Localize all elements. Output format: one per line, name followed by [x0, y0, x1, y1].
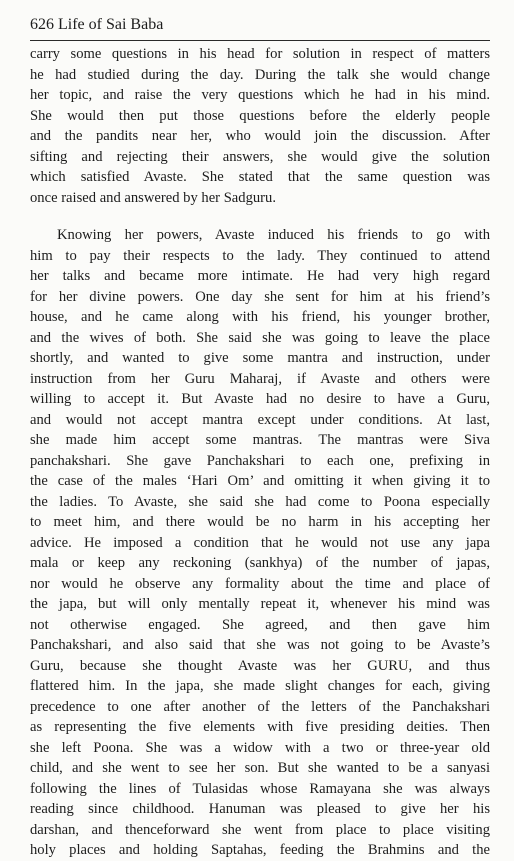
- text-line: which satisfied Avaste. She stated that the same question was: [30, 169, 490, 185]
- text-line: once raised and answered by her Sadguru.: [30, 189, 276, 206]
- text-line: mala or keep any reckoning (sankhya) of the number of japas,: [30, 555, 490, 571]
- text-line: shortly, and wanted to give some mantra and instruction, under: [30, 350, 490, 366]
- text-line: she left Poona. She was a widow with a two or three-year old: [30, 739, 490, 756]
- paragraph-2: [30, 225, 490, 861]
- body-text: [30, 44, 490, 861]
- text-line: the case of the males ‘Hari Om’ and omitting it when giving it to: [30, 473, 490, 489]
- text-line: carry some questions in his head for solution in respect of matters: [30, 46, 490, 62]
- text-line: nor would he observe any formality about the time and place of: [30, 575, 490, 592]
- text-line: as representing the five elements with five presiding deities. Then: [30, 719, 490, 735]
- text-line: She would then put those questions before the elderly people: [30, 107, 490, 124]
- text-line: Panchakshari, and also said that she was not going to be Avaste’s: [30, 637, 490, 653]
- text-line: her talks and became more intimate. He had very high regard: [30, 268, 490, 284]
- text-line: panchakshari. She gave Panchakshari to each one, prefixing in: [30, 452, 490, 469]
- text-line: flattered him. In the japa, she made slight changes for each, giving: [30, 678, 490, 694]
- text-line: Guru, because she thought Avaste was her GURU, and thus: [30, 657, 490, 674]
- text-line: precedence to one after another of the letters of the Panchakshari: [30, 698, 490, 715]
- text-line: and would not accept mantra except under conditions. At last,: [30, 411, 490, 428]
- text-line: she made him accept some mantras. The mantras were Siva: [30, 432, 490, 448]
- text-line: holy places and holding Saptahas, feeding the Brahmins and the: [30, 842, 490, 858]
- text-line: the japa, but will only mentally repeat it, whenever his mind was: [30, 596, 490, 612]
- text-line: sifting and rejecting their answers, she would give the solution: [30, 148, 490, 165]
- text-line: he had studied during the day. During the talk she would change: [30, 66, 490, 83]
- text-line: him to pay their respects to the lady. They continued to attend: [30, 247, 490, 264]
- text-line: darshan, and thenceforward she went from place to place visiting: [30, 821, 490, 838]
- text-line: child, and she went to see her son. But she wanted to be a sanyasi: [30, 760, 490, 776]
- text-line: house, and he came along with his friend, his younger brother,: [30, 309, 490, 325]
- text-line: instruction from her Guru Maharaj, if Avaste and others were: [30, 370, 490, 387]
- header-rule: [30, 40, 490, 41]
- text-line: and the pandits near her, who would join the discussion. After: [30, 128, 490, 144]
- text-line: to meet him, and there would be no harm in his accepting her: [30, 514, 490, 530]
- text-line: not otherwise engaged. She agreed, and then gave him: [30, 616, 490, 633]
- text-line: willing to accept it. But Avaste had no desire to have a Guru,: [30, 391, 490, 407]
- text-line: and the wives of both. She said she was going to leave the place: [30, 329, 490, 346]
- text-line: her topic, and raise the very questions which he had in his mind.: [30, 87, 490, 103]
- text-line: Knowing her powers, Avaste induced his friends to go with: [57, 227, 490, 243]
- text-line: following the lines of Tulasidas whose Ramayana she was always: [30, 780, 490, 797]
- text-line: reading since childhood. Hanuman was pleased to give her his: [30, 801, 490, 817]
- running-head: 626 Life of Sai Baba: [30, 16, 164, 33]
- paragraph-1: [30, 44, 490, 208]
- paragraph-gap: [30, 208, 490, 225]
- text-line: advice. He imposed a condition that he would not use any japa: [30, 534, 490, 551]
- text-line: for her divine powers. One day she sent for him at his friend’s: [30, 288, 490, 305]
- text-line: the ladies. To Avaste, she said she had come to Poona especially: [30, 493, 490, 510]
